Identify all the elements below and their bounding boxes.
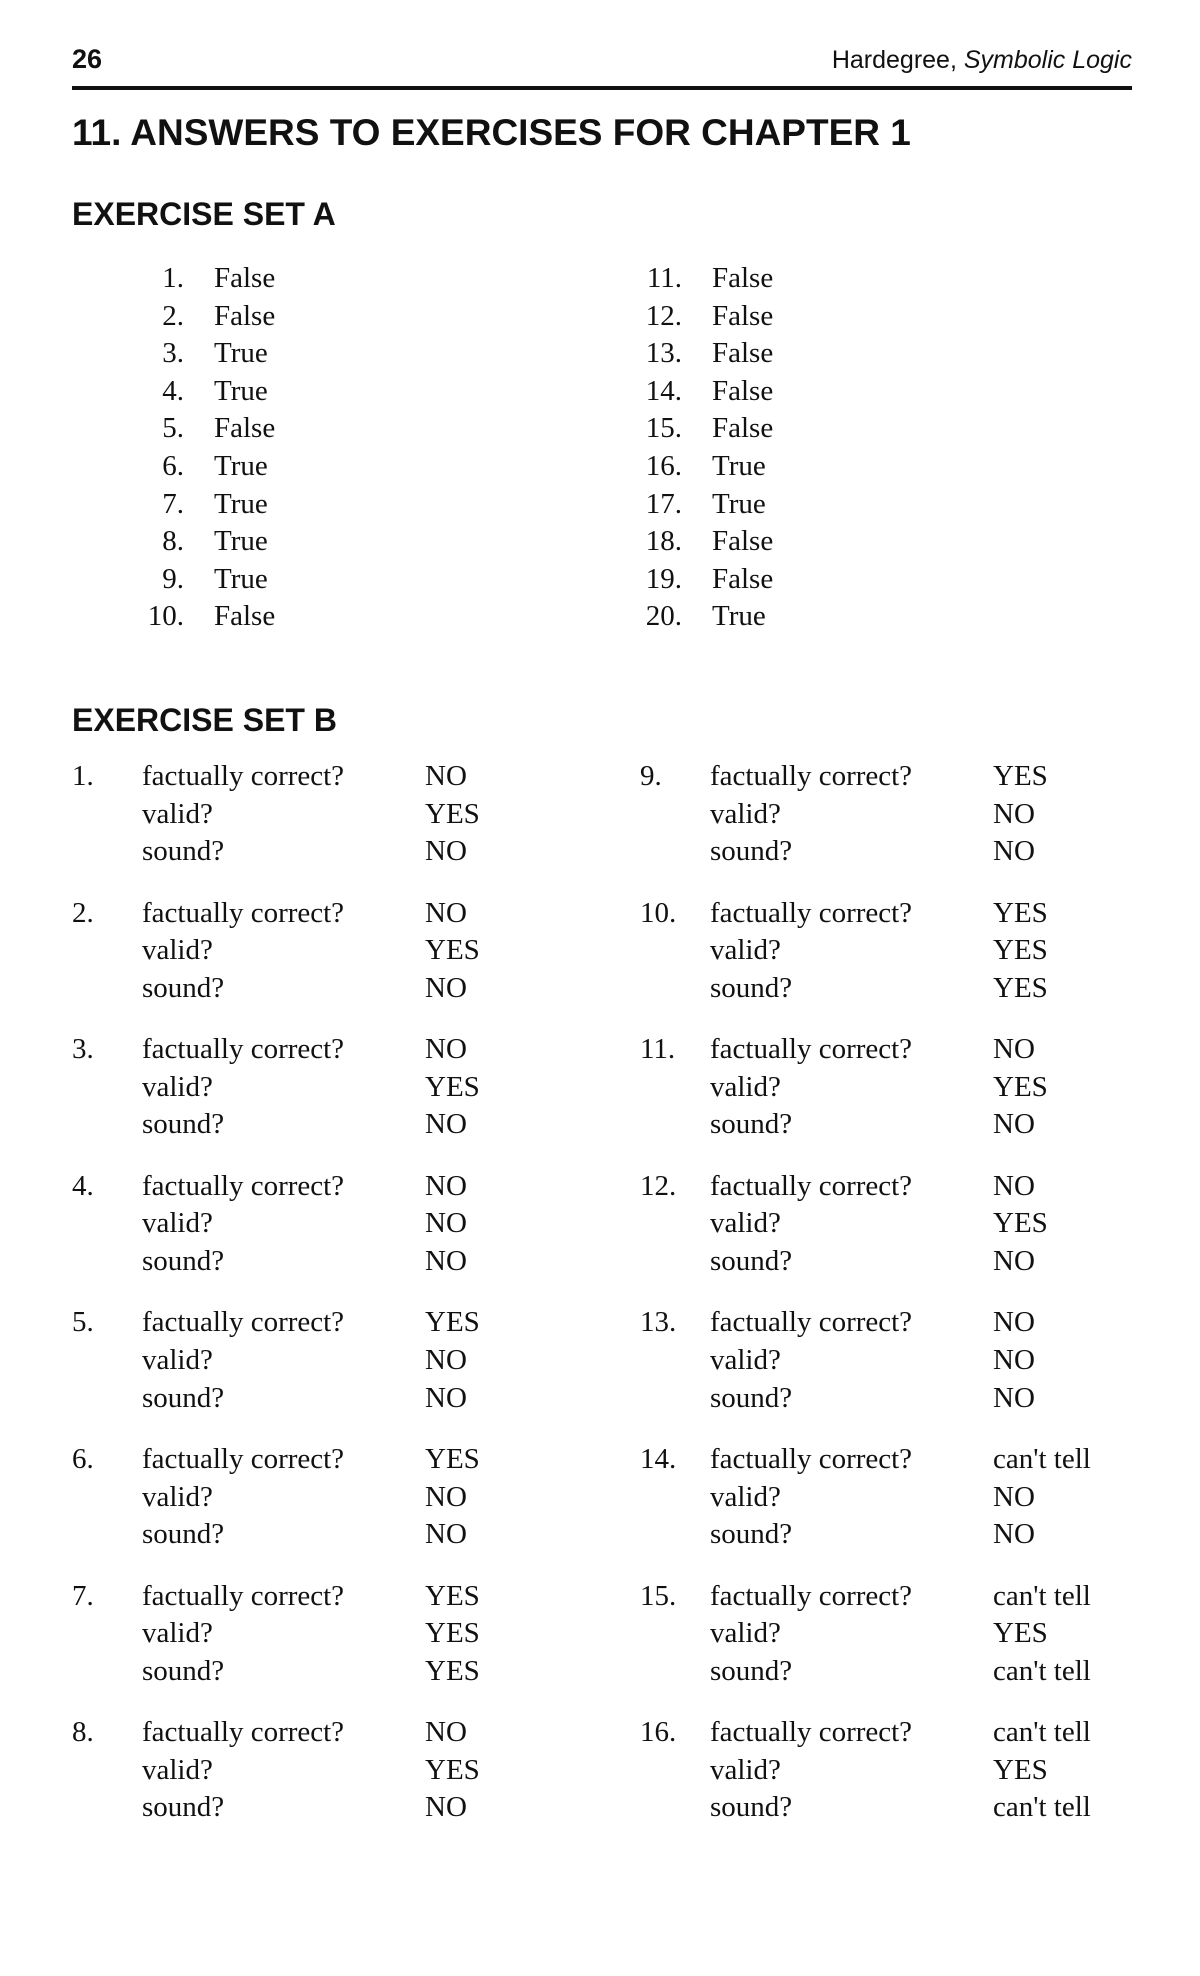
answer-row-sound xyxy=(710,1106,1190,1144)
answer-value: YES xyxy=(425,1442,480,1475)
answer-row-factual xyxy=(710,758,1190,796)
item-number: 11. xyxy=(640,1033,676,1066)
answer-value: YES xyxy=(993,971,1048,1004)
question-label: factually correct? xyxy=(142,1442,345,1475)
question-label: sound? xyxy=(710,1244,793,1277)
question-label: sound? xyxy=(710,835,793,868)
answer-item xyxy=(640,373,1040,411)
answer-value: YES xyxy=(425,1306,480,1339)
page-header xyxy=(72,40,1132,84)
item-answer: True xyxy=(712,600,766,633)
set-a-right-column xyxy=(640,260,1040,636)
question-block xyxy=(640,1304,1200,1441)
question-block xyxy=(640,758,1200,895)
answer-row-factual xyxy=(142,1714,622,1752)
answer-row-valid xyxy=(710,1752,1190,1790)
answer-item xyxy=(142,486,542,524)
item-number: 12. xyxy=(645,299,682,332)
item-answer: True xyxy=(214,525,268,558)
item-number: 5. xyxy=(162,412,184,445)
answer-row-valid xyxy=(142,1615,622,1653)
question-block xyxy=(72,758,632,895)
answer-row-valid xyxy=(142,1342,622,1380)
answer-item xyxy=(142,260,542,298)
answer-item xyxy=(142,373,542,411)
answer-row-sound xyxy=(710,1380,1190,1418)
set-b-right-column xyxy=(640,758,1200,1851)
answer-value: NO xyxy=(993,797,1035,830)
answer-row-sound xyxy=(710,970,1190,1008)
answer-row-factual xyxy=(710,1578,1190,1616)
question-label: factually correct? xyxy=(142,1033,345,1066)
question-label: factually correct? xyxy=(142,760,345,792)
question-label: valid? xyxy=(710,1343,781,1376)
answer-value: can't tell xyxy=(993,1442,1091,1475)
item-number: 11. xyxy=(646,262,682,294)
answer-row-sound xyxy=(142,970,622,1008)
answer-row-valid xyxy=(142,1752,622,1790)
question-block xyxy=(72,895,632,1032)
question-label: valid? xyxy=(142,1070,213,1103)
answer-item xyxy=(640,260,1040,298)
answer-row-sound xyxy=(710,1653,1190,1691)
answer-value: NO xyxy=(993,1033,1035,1066)
question-block xyxy=(72,1031,632,1168)
question-label: sound? xyxy=(710,1381,793,1414)
question-label: factually correct? xyxy=(710,1442,913,1475)
answer-value: NO xyxy=(425,1108,467,1141)
question-label: valid? xyxy=(710,1617,781,1650)
answer-row-factual xyxy=(142,1578,622,1616)
answer-row-valid xyxy=(710,1615,1190,1653)
question-label: valid? xyxy=(710,797,781,830)
item-number: 15. xyxy=(640,1579,677,1612)
answer-value: YES xyxy=(993,1070,1048,1103)
answer-row-valid xyxy=(710,1069,1190,1107)
item-number: 16. xyxy=(640,1716,677,1749)
answer-item xyxy=(142,448,542,486)
answer-value: NO xyxy=(425,1480,467,1513)
answer-row-factual xyxy=(142,1168,622,1206)
question-label: valid? xyxy=(142,1207,213,1240)
question-label: factually correct? xyxy=(710,1716,913,1749)
question-label: valid? xyxy=(710,1207,781,1240)
answer-value: YES xyxy=(993,896,1048,929)
answer-row-sound xyxy=(142,1516,622,1554)
item-answer: False xyxy=(712,374,774,407)
answer-item xyxy=(640,486,1040,524)
answer-value: NO xyxy=(425,1343,467,1376)
question-label: factually correct? xyxy=(710,1033,913,1066)
item-number: 7. xyxy=(72,1579,94,1612)
question-label: valid? xyxy=(142,1343,213,1376)
book-title: Symbolic Logic xyxy=(963,46,1132,74)
answer-item xyxy=(142,335,542,373)
question-label: valid? xyxy=(142,1480,213,1513)
item-answer: False xyxy=(712,562,774,595)
question-label: factually correct? xyxy=(142,1579,345,1612)
answer-item xyxy=(142,561,542,599)
question-label: sound? xyxy=(710,1518,793,1551)
answer-value: NO xyxy=(425,835,467,868)
item-number: 6. xyxy=(162,449,184,482)
question-label: valid? xyxy=(710,934,781,967)
item-number: 4. xyxy=(72,1169,94,1202)
question-label: factually correct? xyxy=(710,1169,913,1202)
question-label: valid? xyxy=(710,1480,781,1513)
answer-value: NO xyxy=(425,1381,467,1414)
question-block xyxy=(640,1031,1200,1168)
answer-value: NO xyxy=(993,1306,1035,1339)
question-label: factually correct? xyxy=(142,1306,345,1339)
answer-value: YES xyxy=(993,1753,1048,1786)
answer-row-factual xyxy=(710,1031,1190,1069)
answer-row-sound xyxy=(142,833,622,871)
item-number: 1. xyxy=(72,760,94,792)
item-number: 3. xyxy=(72,1033,94,1066)
question-label: valid? xyxy=(710,1070,781,1103)
item-answer: False xyxy=(214,299,276,332)
question-label: valid? xyxy=(142,797,213,830)
question-label: sound? xyxy=(142,971,225,1004)
answer-value: NO xyxy=(993,1169,1035,1202)
question-label: factually correct? xyxy=(710,896,913,929)
item-number: 13. xyxy=(640,1306,677,1339)
answer-item xyxy=(640,410,1040,448)
answer-row-sound xyxy=(710,1243,1190,1281)
item-number: 14. xyxy=(640,1442,677,1475)
item-answer: True xyxy=(214,337,268,370)
answer-value: YES xyxy=(425,797,480,830)
item-number: 8. xyxy=(162,525,184,558)
question-label: valid? xyxy=(142,1753,213,1786)
question-block xyxy=(640,1168,1200,1305)
item-number: 8. xyxy=(72,1716,94,1749)
answer-value: YES xyxy=(425,1617,480,1650)
answer-row-valid xyxy=(142,932,622,970)
page-number: 26 xyxy=(72,44,103,74)
answer-value: can't tell xyxy=(993,1791,1091,1824)
answer-value: NO xyxy=(993,1108,1035,1141)
question-label: sound? xyxy=(710,1791,793,1824)
answer-value: NO xyxy=(425,1518,467,1551)
item-number: 4. xyxy=(162,374,184,407)
item-number: 20. xyxy=(645,600,682,633)
chapter-title: 11. ANSWERS TO EXERCISES FOR CHAPTER 1 xyxy=(72,112,911,153)
answer-item xyxy=(640,298,1040,336)
question-label: factually correct? xyxy=(142,1716,345,1749)
question-label: factually correct? xyxy=(142,1169,345,1202)
answer-row-sound xyxy=(142,1243,622,1281)
answer-row-valid xyxy=(710,1479,1190,1517)
question-block xyxy=(640,1441,1200,1578)
answer-value: YES xyxy=(425,1654,480,1687)
item-answer: True xyxy=(214,562,268,595)
running-head xyxy=(832,46,1132,75)
item-number: 18. xyxy=(645,525,682,558)
item-answer: False xyxy=(712,337,774,370)
set-b-heading: EXERCISE SET B xyxy=(72,702,337,738)
question-label: factually correct? xyxy=(710,1579,913,1612)
answer-row-sound xyxy=(142,1106,622,1144)
question-block xyxy=(640,1714,1200,1851)
answer-value: NO xyxy=(425,1033,467,1066)
item-answer: False xyxy=(214,412,276,445)
author-name: Hardegree, xyxy=(831,46,957,74)
answer-row-factual xyxy=(142,758,622,796)
item-answer: False xyxy=(712,262,774,294)
item-answer: True xyxy=(712,449,766,482)
item-number: 9. xyxy=(162,562,184,595)
item-number: 13. xyxy=(645,337,682,370)
answer-row-factual xyxy=(710,895,1190,933)
answer-row-valid xyxy=(710,1342,1190,1380)
set-b-answers xyxy=(0,758,1200,1858)
answer-row-valid xyxy=(710,1205,1190,1243)
answer-value: NO xyxy=(425,760,467,792)
answer-item xyxy=(142,410,542,448)
answer-row-factual xyxy=(710,1168,1190,1206)
question-block xyxy=(72,1168,632,1305)
answer-value: NO xyxy=(425,1716,467,1749)
answer-row-valid xyxy=(142,1069,622,1107)
item-answer: True xyxy=(214,449,268,482)
item-number: 17. xyxy=(645,487,682,520)
question-label: sound? xyxy=(142,1518,225,1551)
question-label: valid? xyxy=(142,934,213,967)
answer-row-sound xyxy=(142,1789,622,1827)
answer-value: can't tell xyxy=(993,1716,1091,1749)
answer-row-factual xyxy=(710,1304,1190,1342)
set-a-answers xyxy=(0,260,1200,640)
answer-row-sound xyxy=(710,833,1190,871)
question-label: sound? xyxy=(142,1108,225,1141)
answer-item xyxy=(640,561,1040,599)
item-answer: False xyxy=(712,299,774,332)
answer-row-valid xyxy=(142,796,622,834)
question-label: factually correct? xyxy=(142,896,345,929)
answer-value: YES xyxy=(993,934,1048,967)
answer-value: NO xyxy=(993,1343,1035,1376)
item-answer: False xyxy=(214,600,276,633)
item-number: 5. xyxy=(72,1306,94,1339)
question-label: sound? xyxy=(142,835,225,868)
item-number: 6. xyxy=(72,1442,94,1475)
answer-value: YES xyxy=(993,1207,1048,1240)
item-answer: True xyxy=(214,487,268,520)
answer-value: NO xyxy=(993,1381,1035,1414)
answer-item xyxy=(142,598,542,636)
item-number: 19. xyxy=(645,562,682,595)
answer-row-sound xyxy=(710,1789,1190,1827)
item-number: 10. xyxy=(147,600,184,633)
item-answer: False xyxy=(712,525,774,558)
question-label: sound? xyxy=(710,1654,793,1687)
item-answer: True xyxy=(214,374,268,407)
answer-value: NO xyxy=(993,1480,1035,1513)
item-answer: True xyxy=(712,487,766,520)
answer-row-factual xyxy=(142,1304,622,1342)
question-block xyxy=(640,895,1200,1032)
item-number: 15. xyxy=(645,412,682,445)
question-block xyxy=(72,1441,632,1578)
answer-value: can't tell xyxy=(993,1579,1091,1612)
answer-value: NO xyxy=(425,1207,467,1240)
question-label: sound? xyxy=(142,1791,225,1824)
answer-value: NO xyxy=(425,1244,467,1277)
answer-value: YES xyxy=(993,1617,1048,1650)
question-label: factually correct? xyxy=(710,1306,913,1339)
answer-row-factual xyxy=(710,1714,1190,1752)
answer-value: NO xyxy=(993,1244,1035,1277)
answer-row-factual xyxy=(710,1441,1190,1479)
question-label: sound? xyxy=(710,1108,793,1141)
question-label: factually correct? xyxy=(710,760,913,792)
answer-value: NO xyxy=(993,1518,1035,1551)
answer-value: can't tell xyxy=(993,1654,1091,1687)
answer-value: NO xyxy=(425,1169,467,1202)
answer-row-valid xyxy=(142,1479,622,1517)
item-number: 2. xyxy=(72,896,94,929)
answer-item xyxy=(640,335,1040,373)
question-label: sound? xyxy=(142,1654,225,1687)
answer-value: NO xyxy=(425,1791,467,1824)
answer-value: YES xyxy=(425,1753,480,1786)
answer-row-factual xyxy=(142,1031,622,1069)
item-number: 2. xyxy=(162,299,184,332)
item-number: 16. xyxy=(645,449,682,482)
answer-value: NO xyxy=(425,971,467,1004)
answer-item xyxy=(142,523,542,561)
question-block xyxy=(640,1578,1200,1715)
item-number: 9. xyxy=(640,760,662,792)
answer-row-factual xyxy=(142,1441,622,1479)
item-number: 3. xyxy=(162,337,184,370)
answer-row-valid xyxy=(142,1205,622,1243)
answer-row-valid xyxy=(710,796,1190,834)
answer-item xyxy=(640,448,1040,486)
item-answer: False xyxy=(712,412,774,445)
item-answer: False xyxy=(214,262,276,294)
question-block xyxy=(72,1578,632,1715)
set-a-heading: EXERCISE SET A xyxy=(72,196,336,232)
question-label: valid? xyxy=(142,1617,213,1650)
question-label: sound? xyxy=(710,971,793,1004)
answer-value: YES xyxy=(993,760,1048,792)
answer-row-factual xyxy=(142,895,622,933)
item-number: 12. xyxy=(640,1169,677,1202)
answer-row-valid xyxy=(710,932,1190,970)
answer-item xyxy=(142,298,542,336)
answer-value: YES xyxy=(425,1070,480,1103)
answer-value: YES xyxy=(425,934,480,967)
answer-value: NO xyxy=(425,896,467,929)
item-number: 7. xyxy=(162,487,184,520)
question-label: sound? xyxy=(142,1381,225,1414)
item-number: 1. xyxy=(162,262,184,294)
answer-row-sound xyxy=(142,1380,622,1418)
answer-item xyxy=(640,523,1040,561)
answer-value: YES xyxy=(425,1579,480,1612)
answer-item xyxy=(640,598,1040,636)
item-number: 10. xyxy=(640,896,677,929)
question-block xyxy=(72,1714,632,1851)
answer-row-sound xyxy=(142,1653,622,1691)
answer-value: NO xyxy=(993,835,1035,868)
question-block xyxy=(72,1304,632,1441)
answer-row-sound xyxy=(710,1516,1190,1554)
header-rule xyxy=(72,86,1132,90)
item-number: 14. xyxy=(645,374,682,407)
set-a-left-column xyxy=(142,260,542,636)
question-label: valid? xyxy=(710,1753,781,1786)
question-label: sound? xyxy=(142,1244,225,1277)
set-b-left-column xyxy=(72,758,632,1851)
